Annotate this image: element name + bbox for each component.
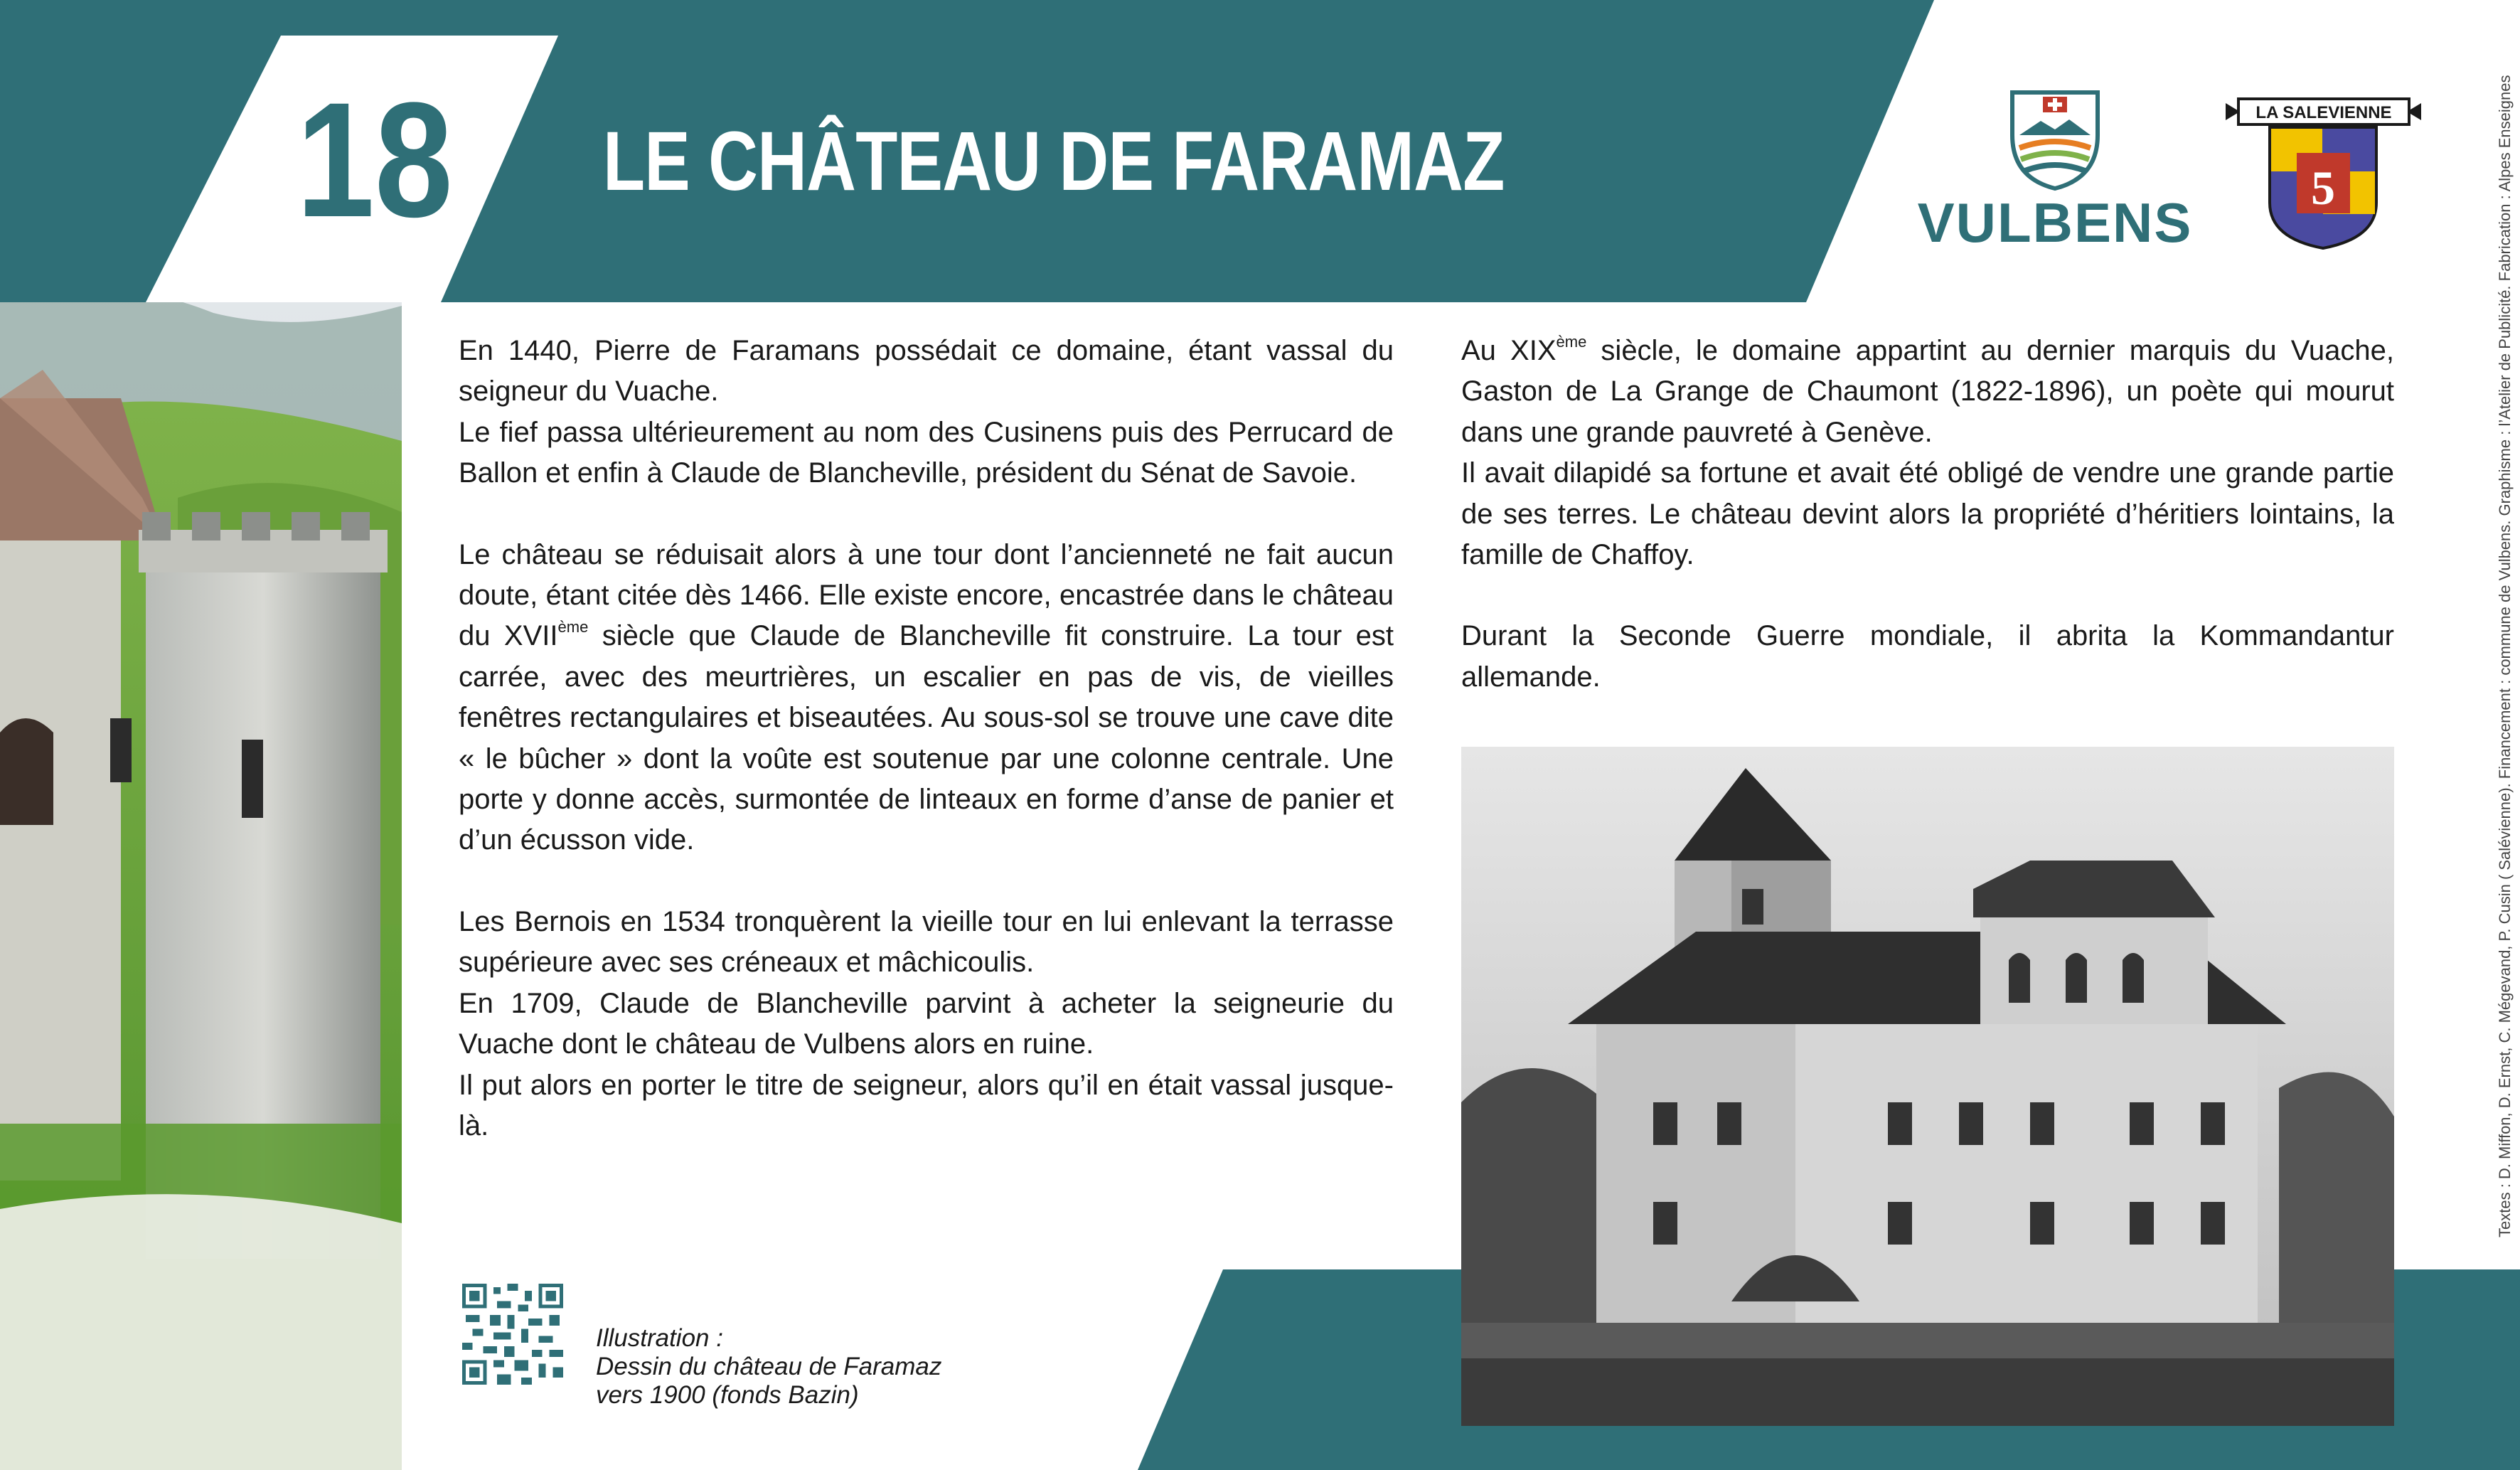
- caption-line: Dessin du château de Faramaz: [596, 1353, 942, 1380]
- qr-code[interactable]: [462, 1284, 563, 1385]
- page-title: LE CHÂTEAU DE FARAMAZ: [603, 114, 1505, 208]
- paragraph: Au XIXème siècle, le domaine appartint au dernier marquis du Vuache, Gaston de La Grange de Chaumont (1822-1896), un poète qui mourut dans une grande pauvreté à Genève.: [1461, 333, 2394, 448]
- paragraph: Il avait dilapidé sa fortune et avait été obligé de vendre une grande partie de ses terres. Le château devint alors la propriété d’héritiers lointains, la famille de Chaffoy.: [1461, 457, 2394, 571]
- caption-line: Illustration :: [596, 1324, 723, 1352]
- chateau-historic-photo: [1461, 747, 2394, 1426]
- paragraph: Le fief passa ultérieurement au nom des Cusinens puis des Perrucard de Ballon et enfin à Claude de Blancheville, président du Sénat de Savoie.: [459, 416, 1394, 489]
- credits-text: Textes : D. Miffon, D. Ernst, C. Mégevand, P. Cusin ( Salévienne). Financement : commune de Vulbens. Graphisme : l’Atelier de Publicité. Fabrication : Alpes Enseignes: [2496, 75, 2514, 1237]
- left-text-column: [459, 331, 1394, 1146]
- paragraph: Il put alors en porter le titre de seigneur, alors qu’il en était vassal jusque-là.: [459, 1069, 1394, 1141]
- paragraph: En 1709, Claude de Blancheville parvint à acheter la seigneurie du Vuache dont le château de Vulbens alors en ruine.: [459, 987, 1394, 1060]
- paragraph: En 1440, Pierre de Faramans possédait ce domaine, étant vassal du seigneur du Vuache.: [459, 335, 1394, 408]
- paragraph: Les Bernois en 1534 tronquèrent la vieille tour en lui enlevant la terrasse supérieure avec ses créneaux et mâchicoulis.: [459, 905, 1394, 979]
- salevienne-logo-text: LA SALEVIENNE: [2255, 103, 2392, 122]
- salevienne-crest-icon: [2226, 96, 2421, 252]
- right-text-column: [1461, 331, 2394, 698]
- illustration-caption: [596, 1324, 941, 1410]
- caption-line: vers 1900 (fonds Bazin): [596, 1381, 859, 1409]
- salevienne-numeral: 5: [2311, 161, 2335, 215]
- panel-number: 18: [296, 68, 453, 251]
- paragraph: Le château se réduisait alors à une tour dont l’ancienneté ne fait aucun doute, étant citée dès 1466. Elle existe encore, encastrée dans le château du XVIIème siècle que Claude de Blancheville fit construire. La tour est carrée, avec des meurtrières, un escalier en pas de vis, de vieilles fenêtres rectangulaires et biseautées. Au sous-sol se trouve une cave dite « le bûcher » dont la voûte est soutenue par une colonne centrale. Une porte y donne accès, surmontée de linteaux en forme d’anse de panier et d’un écusson vide.: [459, 538, 1394, 856]
- paragraph: Durant la Seconde Guerre mondiale, il abrita la Kommandantur allemande.: [1461, 620, 2394, 693]
- vulbens-logo-text: VULBENS: [1917, 191, 2193, 254]
